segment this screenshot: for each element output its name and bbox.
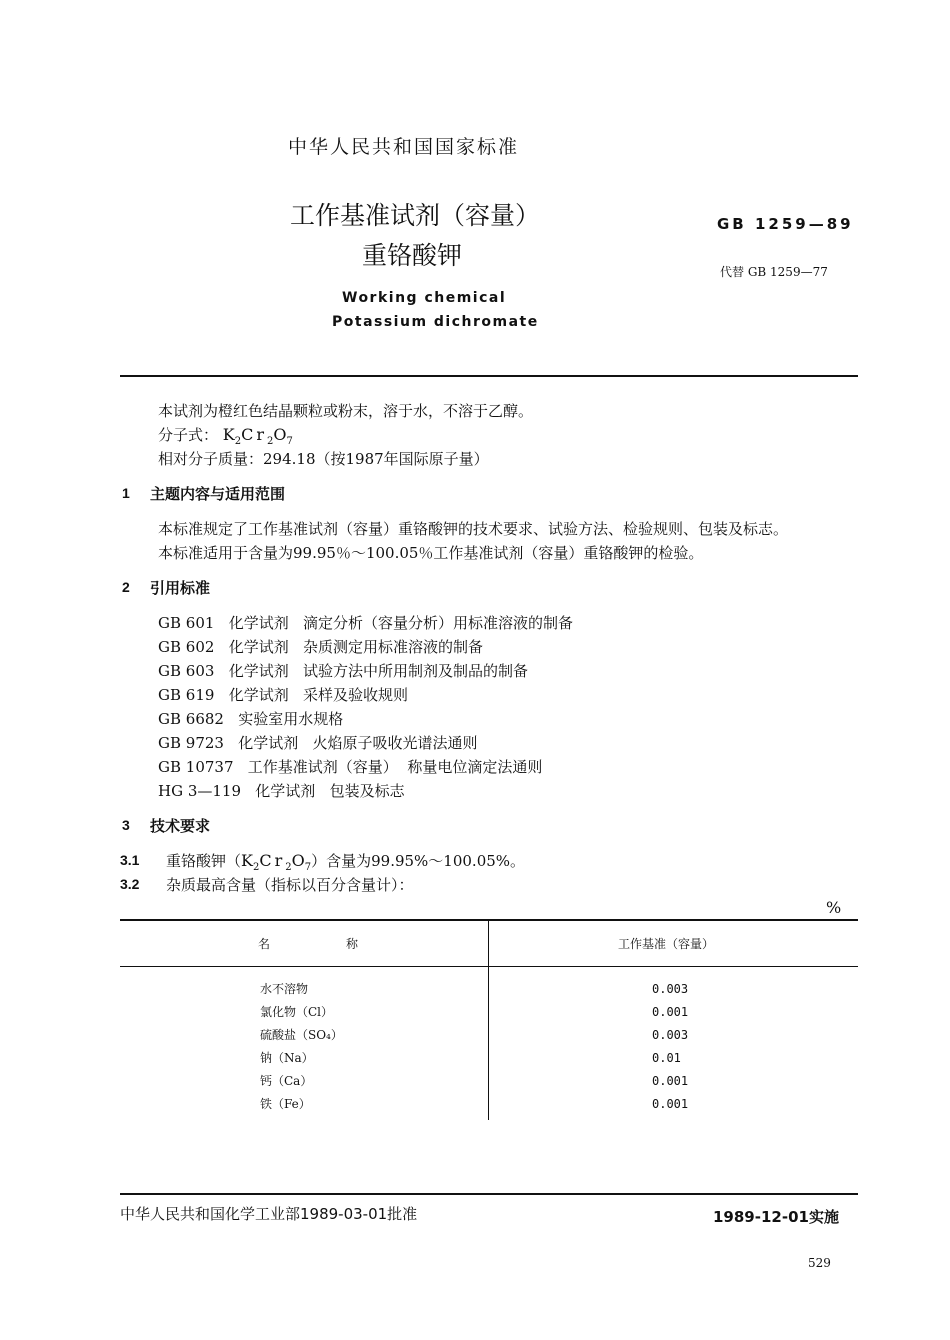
molecular-mass: 相对分子质量：294.18（按1987年国际原子量） (158, 450, 489, 468)
reference-item: HG 3—119 化学试剂 包装及标志 (158, 782, 405, 800)
standard-number: GB 1259—89 (717, 215, 854, 233)
table-column-divider (488, 920, 489, 1120)
table-header-name-a: 名 (258, 937, 271, 951)
section-3-2-text: 杂质最高含量（指标以百分含量计）： (166, 876, 414, 894)
approval-note: 中华人民共和国化学工业部1989-03-01批准 (120, 1205, 418, 1223)
formula: $K_2Cr_2O_7$ (222, 425, 293, 448)
formula: $K_2Cr_2O_7$ (241, 851, 312, 874)
table-header-name-b: 称 (346, 937, 359, 951)
reference-item: GB 602 化学试剂 杂质测定用标准溶液的制备 (158, 638, 484, 656)
table-row-name: 钙（Ca） (260, 1074, 313, 1088)
footer-divider (120, 1193, 858, 1195)
table-row-name: 钠（Na） (260, 1051, 314, 1065)
reference-item: GB 6682 实验室用水规格 (158, 710, 344, 728)
molecular-formula (158, 424, 293, 447)
table-row-value: 0.001 (652, 1074, 689, 1088)
header-divider (120, 375, 858, 377)
table-row-name: 水不溶物 (260, 982, 309, 996)
table-header-value: 工作基准（容量） (618, 937, 715, 951)
intro-description: 本试剂为橙红色结晶颗粒或粉末，溶于水，不溶于乙醇。 (158, 402, 534, 420)
replaces-standard: 代替 GB 1259—77 (720, 265, 828, 279)
table-row-name: 铁（Fe） (260, 1097, 311, 1111)
national-standard-label: 中华人民共和国国家标准 (288, 136, 520, 158)
page-number: 529 (808, 1256, 831, 1270)
table-header-rule (120, 966, 858, 967)
section-1-title: 主题内容与适用范围 (150, 485, 286, 503)
section-2-title: 引用标准 (150, 579, 211, 597)
reference-item: GB 603 化学试剂 试验方法中所用制剂及制品的制备 (158, 662, 529, 680)
reference-item: GB 9723 化学试剂 火焰原子吸收光谱法通则 (158, 734, 478, 752)
reference-item: GB 619 化学试剂 采样及验收规则 (158, 686, 409, 704)
reference-item: GB 10737 工作基准试剂（容量） 称量电位滴定法通则 (158, 758, 543, 776)
document-title-line1: 工作基准试剂（容量） (290, 201, 541, 230)
english-title-line1: Working chemical (342, 290, 507, 306)
effective-date: 1989-12-01实施 (713, 1208, 839, 1226)
section-2-number: 2 (122, 579, 130, 595)
section-1-para-2: 本标准适用于含量为99.95％～100.05％工作基准试剂（容量）重铬酸钾的检验。 (158, 544, 704, 562)
english-title-line2: Potassium dichromate (332, 314, 539, 330)
section-3-1-number: 3.1 (120, 852, 140, 868)
table-row-value: 0.003 (652, 1028, 689, 1042)
section-3-title: 技术要求 (150, 817, 211, 835)
table-row-value: 0.01 (652, 1051, 681, 1065)
table-top-rule (120, 919, 858, 921)
document-title-line2: 重铬酸钾 (362, 241, 463, 270)
section-3-2-number: 3.2 (120, 876, 140, 892)
table-row-name: 氯化物（Cl） (260, 1005, 334, 1019)
table-row-value: 0.001 (652, 1097, 689, 1111)
table-unit: % (826, 898, 842, 917)
section-3-number: 3 (122, 817, 130, 833)
table-row-name: 硫酸盐（SO₄） (260, 1028, 343, 1042)
reference-item: GB 601 化学试剂 滴定分析（容量分析）用标准溶液的制备 (158, 614, 574, 632)
table-row-value: 0.001 (652, 1005, 689, 1019)
section-3-1-text: 重铬酸钾$(K_2Cr_2O_7)$含量为99.95%～100.05%。 (166, 851, 526, 874)
table-row-value: 0.003 (652, 982, 689, 996)
formula-label: 分子式： (158, 426, 219, 444)
section-1-number: 1 (122, 485, 130, 501)
section-1-para-1: 本标准规定了工作基准试剂（容量）重铬酸钾的技术要求、试验方法、检验规则、包装及标志。 (158, 520, 789, 538)
